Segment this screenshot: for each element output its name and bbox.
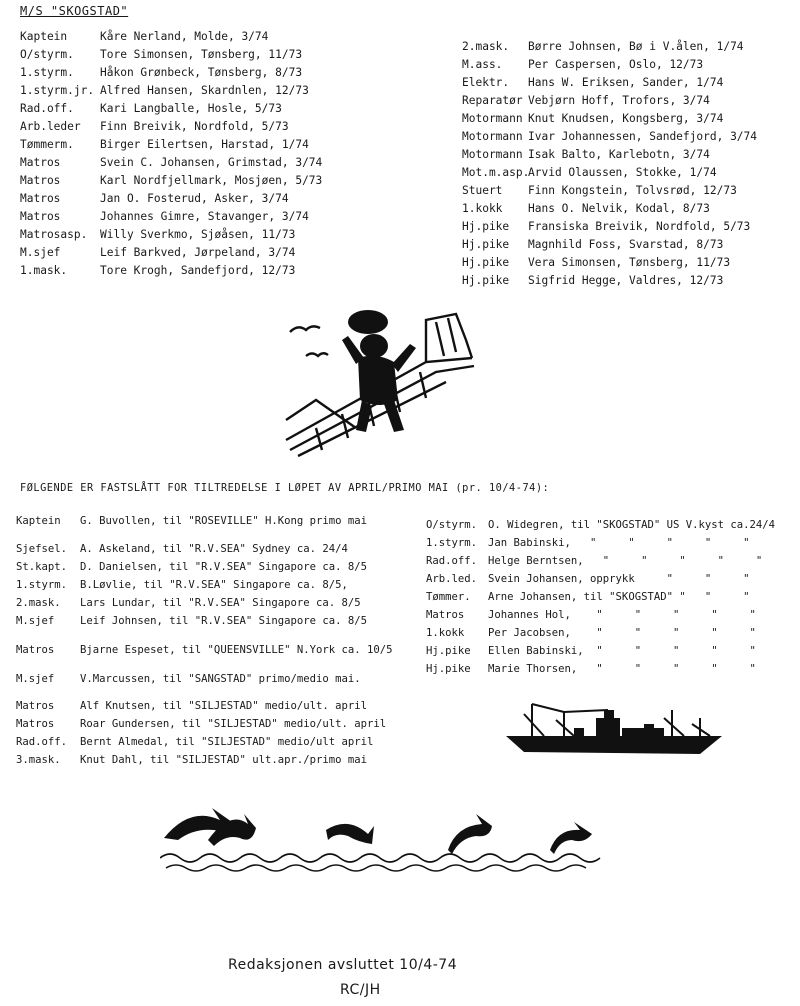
crew-entry: [462, 182, 757, 200]
assignment-role: 1.styrm.: [16, 579, 68, 591]
assignment-detail: Lars Lundar, til "R.V.SEA" Singapore ca. 8/5: [80, 597, 361, 609]
assignment-entry: [16, 733, 373, 751]
crew-role: Rad.off.: [20, 102, 74, 115]
ship-heading: M/S "SKOGSTAD": [20, 4, 129, 18]
crew-role: 1.styrm.jr.: [20, 84, 95, 97]
crew-role: Matros: [20, 174, 61, 187]
assignment-role: Sjefsel.: [16, 543, 68, 555]
assignment-detail: Helge Berntsen, " " " " ": [488, 555, 763, 567]
crew-entry: [462, 110, 757, 128]
crew-member: Svein C. Johansen, Grimstad, 3/74: [100, 156, 323, 169]
assignment-detail: Alf Knutsen, til "SILJESTAD" medio/ult. april: [80, 700, 368, 712]
crew-role: Reparatør: [462, 94, 523, 107]
crew-member: Tore Simonsen, Tønsberg, 11/73: [100, 48, 303, 61]
crew-entry: [20, 28, 322, 46]
crew-member: Finn Breivik, Nordfold, 5/73: [100, 120, 289, 133]
crew-member: Willy Sverkmo, Sjøåsen, 11/73: [100, 228, 296, 241]
crew-member: Tore Krogh, Sandefjord, 12/73: [100, 264, 296, 277]
assignment-entry: [16, 540, 348, 558]
assignment-role: Rad.off.: [16, 736, 68, 748]
footer-initials: RC/JH: [340, 982, 381, 998]
assignment-detail: D. Danielsen, til "R.V.SEA" Singapore ca. 8/5: [80, 561, 368, 573]
assignment-detail: Johannes Hol, " " " " ": [488, 609, 756, 621]
assignment-detail: Leif Johnsen, til "R.V.SEA" Singapore ca. 8/5: [80, 615, 368, 627]
crew-member: Vebjørn Hoff, Trofors, 3/74: [528, 94, 710, 107]
crew-member: Børre Johnsen, Bø i V.ålen, 1/74: [528, 40, 744, 53]
crew-entry: [462, 92, 757, 110]
crew-member: Leif Barkved, Jørpeland, 3/74: [100, 246, 296, 259]
crew-role: Matros: [20, 192, 61, 205]
crew-entry: [462, 56, 757, 74]
crew-role: Matros: [20, 210, 61, 223]
crew-member: Arvid Olaussen, Stokke, 1/74: [528, 166, 717, 179]
assignment-role: 3.mask.: [16, 754, 61, 766]
crew-member: Kåre Nerland, Molde, 3/74: [100, 30, 269, 43]
crew-role: Matros: [20, 156, 61, 169]
assignment-entry: [16, 612, 367, 630]
crew-role: Motormann: [462, 148, 523, 161]
crew-member: Ivar Johannessen, Sandefjord, 3/74: [528, 130, 758, 143]
assignment-detail: Bernt Almedal, til "SILJESTAD" medio/ult april: [80, 736, 374, 748]
assignment-role: St.kapt.: [16, 561, 68, 573]
crew-member: Karl Nordfjellmark, Mosjøen, 5/73: [100, 174, 323, 187]
crew-entry: [462, 128, 757, 146]
assignment-role: Matros: [16, 644, 55, 656]
assignment-role: Matros: [16, 700, 55, 712]
assignment-detail: V.Marcussen, til "SANGSTAD" primo/medio mai.: [80, 673, 361, 685]
crew-role: Arb.leder: [20, 120, 81, 133]
assignment-role: 1.styrm.: [426, 537, 478, 549]
crew-role: Hj.pike: [462, 256, 510, 269]
crew-list-right: [462, 38, 757, 290]
crew-entry: [462, 146, 757, 164]
assignment-detail: Bjarne Espeset, til "QUEENSVILLE" N.York ca. 10/5: [80, 644, 393, 656]
crew-entry: [20, 244, 322, 262]
crew-member: Magnhild Foss, Svarstad, 8/73: [528, 238, 724, 251]
crew-entry: [20, 100, 322, 118]
crew-entry: [462, 74, 757, 92]
crew-member: Håkon Grønbeck, Tønsberg, 8/73: [100, 66, 303, 79]
crew-entry: [20, 190, 322, 208]
crew-role: 1.styrm.: [20, 66, 74, 79]
assignment-detail: Arne Johansen, til "SKOGSTAD" " " ": [488, 591, 750, 603]
crew-role: M.ass.: [462, 58, 503, 71]
crew-member: Hans O. Nelvik, Kodal, 8/73: [528, 202, 710, 215]
crew-entry: [20, 118, 322, 136]
crew-member: Sigfrid Hegge, Valdres, 12/73: [528, 274, 724, 287]
crew-role: Elektr.: [462, 76, 510, 89]
crew-entry: [20, 172, 322, 190]
assignment-entry: [426, 624, 756, 642]
crew-entry: [462, 218, 757, 236]
assignment-role: 1.kokk: [426, 627, 465, 639]
assignment-entry: [16, 715, 386, 733]
crew-role: Mot.m.asp.: [462, 166, 530, 179]
crew-member: Knut Knudsen, Kongsberg, 3/74: [528, 112, 724, 125]
footer-closed-line: Redaksjonen avsluttet 10/4-74: [228, 957, 458, 973]
assignment-entry: [16, 512, 367, 530]
assignment-role: Arb.led.: [426, 573, 478, 585]
assignment-detail: B.Løvlie, til "R.V.SEA" Singapore ca. 8/5,: [80, 579, 348, 591]
assignment-entry: [16, 697, 367, 715]
crew-entry: [462, 164, 757, 182]
crew-role: Matrosasp.: [20, 228, 88, 241]
crew-role: Motormann: [462, 130, 523, 143]
assignment-entry: [16, 641, 393, 659]
crew-role: O/styrm.: [20, 48, 74, 61]
crew-role: 1.mask.: [20, 264, 68, 277]
crew-entry: [462, 200, 757, 218]
assignment-role: M.sjef: [16, 673, 55, 685]
crew-role: Hj.pike: [462, 274, 510, 287]
crew-member: Finn Kongstein, Tolvsrød, 12/73: [528, 184, 737, 197]
crew-member: Fransiska Breivik, Nordfold, 5/73: [528, 220, 751, 233]
assignment-role: Hj.pike: [426, 663, 471, 675]
crew-member: Kari Langballe, Hosle, 5/73: [100, 102, 282, 115]
sailor-illustration: [276, 300, 476, 460]
crew-list-left: [20, 28, 322, 280]
crew-member: Birger Eilertsen, Harstad, 1/74: [100, 138, 309, 151]
crew-entry: [20, 136, 322, 154]
crew-role: Kaptein: [20, 30, 68, 43]
assignment-role: Hj.pike: [426, 645, 471, 657]
assignment-detail: Svein Johansen, opprykk " " ": [488, 573, 750, 585]
assignment-entry: [426, 570, 750, 588]
crew-role: M.sjef: [20, 246, 61, 259]
crew-member: Per Caspersen, Oslo, 12/73: [528, 58, 704, 71]
crew-entry: [20, 262, 322, 280]
crew-role: Motormann: [462, 112, 523, 125]
assignment-detail: Ellen Babinski, " " " " ": [488, 645, 756, 657]
crew-role: 2.mask.: [462, 40, 510, 53]
assignment-entry: [426, 660, 756, 678]
dolphins-illustration: [160, 800, 610, 880]
assignment-detail: G. Buvollen, til "ROSEVILLE" H.Kong primo mai: [80, 515, 368, 527]
crew-entry: [462, 236, 757, 254]
assignment-detail: Marie Thorsen, " " " " ": [488, 663, 756, 675]
crew-entry: [20, 82, 322, 100]
ship-illustration: [504, 700, 726, 770]
crew-member: Alfred Hansen, Skardnlen, 12/73: [100, 84, 309, 97]
crew-entry: [462, 38, 757, 56]
crew-role: 1.kokk: [462, 202, 503, 215]
assignment-entry: [426, 516, 775, 534]
assignment-entry: [16, 670, 361, 688]
crew-member: Johannes Gimre, Stavanger, 3/74: [100, 210, 309, 223]
crew-member: Hans W. Eriksen, Sander, 1/74: [528, 76, 724, 89]
crew-member: Vera Simonsen, Tønsberg, 11/73: [528, 256, 731, 269]
crew-entry: [20, 154, 322, 172]
assignment-role: Matros: [426, 609, 465, 621]
assignment-entry: [426, 588, 750, 606]
assignment-entry: [16, 751, 367, 769]
assignment-detail: Jan Babinski, " " " " ": [488, 537, 750, 549]
crew-role: Stuert: [462, 184, 503, 197]
assignment-detail: Per Jacobsen, " " " " ": [488, 627, 756, 639]
assignment-role: M.sjef: [16, 615, 55, 627]
assignment-entry: [426, 642, 756, 660]
crew-entry: [20, 226, 322, 244]
notice-heading: FØLGENDE ER FASTSLÅTT FOR TILTREDELSE I LØPET AV APRIL/PRIMO MAI (pr. 10/4-74):: [20, 482, 550, 494]
assignment-entry: [426, 552, 762, 570]
assignment-role: O/styrm.: [426, 519, 478, 531]
crew-entry: [20, 64, 322, 82]
assignment-role: Rad.off.: [426, 555, 478, 567]
crew-role: Hj.pike: [462, 220, 510, 233]
assignment-detail: Knut Dahl, til "SILJESTAD" ult.apr./primo mai: [80, 754, 368, 766]
assignment-detail: O. Widegren, til "SKOGSTAD" US V.kyst ca.24/4: [488, 519, 776, 531]
assignment-entry: [426, 534, 750, 552]
assignment-role: Tømmer.: [426, 591, 471, 603]
crew-entry: [462, 254, 757, 272]
assignment-role: Matros: [16, 718, 55, 730]
assignment-entry: [16, 576, 348, 594]
assignment-role: Kaptein: [16, 515, 61, 527]
assignment-entry: [16, 558, 367, 576]
assignment-detail: Roar Gundersen, til "SILJESTAD" medio/ult. april: [80, 718, 387, 730]
crew-member: Jan O. Fosterud, Asker, 3/74: [100, 192, 289, 205]
crew-entry: [462, 272, 757, 290]
assignment-entry: [16, 594, 361, 612]
crew-member: Isak Balto, Karlebotn, 3/74: [528, 148, 710, 161]
assignment-entry: [426, 606, 756, 624]
crew-role: Hj.pike: [462, 238, 510, 251]
assignment-detail: A. Askeland, til "R.V.SEA" Sydney ca. 24/4: [80, 543, 348, 555]
assignment-role: 2.mask.: [16, 597, 61, 609]
crew-entry: [20, 208, 322, 226]
crew-entry: [20, 46, 322, 64]
crew-role: Tømmerm.: [20, 138, 74, 151]
